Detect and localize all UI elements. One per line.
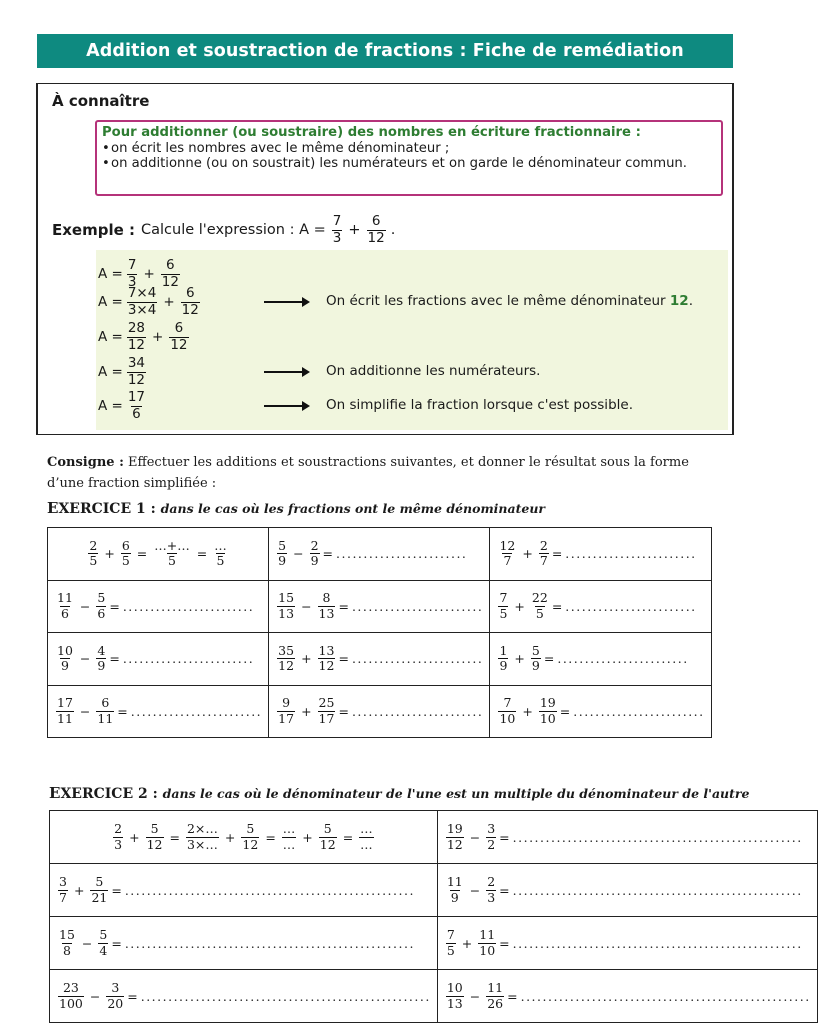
rule-item: • on additionne (ou on soustrait) les numérateurs et on garde le dénominateur commun. <box>102 156 716 172</box>
fraction: $\frac{6}{12}$ <box>170 320 188 353</box>
fraction: 5 9 <box>278 537 287 569</box>
exercise-1-table <box>47 527 712 738</box>
fraction: $\frac{11}{10}$ <box>479 927 496 958</box>
calc-step: A = $\frac{28}{12}$ + $\frac{6}{12}$ <box>98 320 188 353</box>
exercise-cell: 10 13 − $\frac{11}{26}$ = ..................................................... <box>437 970 817 1023</box>
exercise-cell: 12 7 + $\frac{2}{7}$ = ........................ <box>490 528 712 581</box>
fraction: $\frac{25}{17}$ <box>318 695 335 726</box>
fraction: 7 10 <box>499 695 516 726</box>
exercise-2-heading: EXERCICE 2 : dans le cas où le dénominateur de l'une est un multiple du dénominateur de l'autre <box>49 784 750 802</box>
fraction: $\frac{2}{3}$ <box>487 874 496 905</box>
calc-step: A = $\frac{17}{6}$ On simplifie la fraction lorsque c'est possible. <box>98 389 633 422</box>
fraction: $\frac{19}{10}$ <box>539 695 556 726</box>
table-row <box>50 864 818 917</box>
exercise-cell: 10 9 − $\frac{4}{9}$ = ........................ <box>48 633 269 686</box>
fraction: 12 7 <box>499 537 516 569</box>
exercise-cell: 11 9 − $\frac{2}{3}$ = ..................................................... <box>437 864 817 917</box>
fraction: $\frac{8}{13}$ <box>318 590 335 621</box>
rule-box <box>95 120 723 196</box>
fraction: $\frac{2\times\dots}{3\times\dots}$ <box>186 821 218 852</box>
example-calculation <box>96 250 728 430</box>
exercise-cell: 9 17 + $\frac{25}{17}$ = ........................ <box>269 685 490 738</box>
exercise-cell: 2 3 + $\frac{5}{12}$ = $\frac{2\times\dots}{3\times\dots}$ + $\frac{5}{12}$ = … … + $\frac{5}{12}$ = … … <box>50 811 438 864</box>
fraction: $\frac{6}{5}$ <box>121 537 130 569</box>
know-title: À connaître <box>52 92 150 110</box>
arrow-icon <box>264 301 308 303</box>
table-row <box>48 633 712 686</box>
fraction: $\frac{3}{20}$ <box>107 980 124 1011</box>
fraction: 10 13 <box>446 980 463 1011</box>
fraction: 11 6 <box>57 590 73 621</box>
table-row <box>48 580 712 633</box>
fraction: $\frac{2}{9}$ <box>310 537 319 569</box>
fraction: 10 9 <box>57 642 73 674</box>
exercise-cell: 17 11 − $\frac{6}{11}$ = ........................ <box>48 685 269 738</box>
example-label: Exemple : <box>52 221 135 239</box>
fraction: $\frac{5}{4}$ <box>99 927 108 958</box>
fraction: … … <box>360 821 373 852</box>
fraction: $\frac{7}{3}$ <box>332 213 342 246</box>
fraction: …+… 5 <box>154 537 190 569</box>
fraction: 11 9 <box>446 874 463 905</box>
fraction: $\frac{5}{9}$ <box>531 642 540 674</box>
exercise-cell: 5 9 − $\frac{2}{9}$ = ........................ <box>269 528 490 581</box>
table-row <box>50 811 818 864</box>
fraction: $\frac{7\times 4}{3\times 4}$ <box>127 285 157 318</box>
arrow-icon <box>264 371 308 373</box>
exercise-cell: 7 5 + $\frac{11}{10}$ = ..................................................... <box>437 917 817 970</box>
fraction: … 5 <box>214 537 227 569</box>
fraction: $\frac{6}{12}$ <box>181 285 199 318</box>
example-statement: Exemple : Calcule l'expression : A = $\frac{7}{3}$ + $\frac{6}{12}$ . <box>52 213 396 246</box>
exercise-cell: 7 10 + $\frac{19}{10}$ = ........................ <box>490 685 712 738</box>
fraction: $\frac{11}{26}$ <box>487 980 504 1011</box>
fraction: $\frac{6}{11}$ <box>97 695 114 726</box>
exercise-cell: 2 5 + $\frac{6}{5}$ = …+… 5 = … 5 <box>48 528 269 581</box>
fraction: 15 8 <box>59 927 75 958</box>
exercise-cell: 23 100 − $\frac{3}{20}$ = ..................................................... <box>50 970 438 1023</box>
fraction: $\frac{7}{3}$ <box>127 257 137 290</box>
fraction: $\frac{3}{2}$ <box>487 821 496 852</box>
fraction: 7 5 <box>499 590 508 621</box>
fraction: 3 7 <box>59 874 67 905</box>
fraction: $\frac{4}{9}$ <box>97 642 106 674</box>
table-row <box>48 685 712 738</box>
fraction: $\frac{5}{12}$ <box>146 821 163 852</box>
instructions: Consigne : Effectuer les additions et soustractions suivantes, et donner le résultat sous la forme d’une fraction simplifiée : <box>47 455 689 491</box>
exercise-cell: 7 5 + $\frac{22}{5}$ = ........................ <box>490 580 712 633</box>
fraction: $\frac{5}{12}$ <box>242 821 259 852</box>
fraction: 15 13 <box>278 590 295 621</box>
fraction: 19 12 <box>446 821 463 852</box>
fraction: $\frac{6}{12}$ <box>161 257 179 290</box>
fraction: … … <box>282 821 296 852</box>
calc-step: A = $\frac{34}{12}$ On additionne les numérateurs. <box>98 355 541 388</box>
exercise-cell: 1 9 + $\frac{5}{9}$ = ........................ <box>490 633 712 686</box>
exercise-2-table <box>49 810 818 1023</box>
fraction: 23 100 <box>59 980 83 1011</box>
step-note: On additionne les numérateurs. <box>326 363 541 379</box>
fraction: $\frac{28}{12}$ <box>127 320 146 353</box>
fraction: $\frac{2}{7}$ <box>539 537 548 569</box>
fraction: 7 5 <box>446 927 455 958</box>
exercise-1-heading: EXERCICE 1 : dans le cas où les fractions ont le même dénominateur <box>47 499 546 517</box>
exercise-cell: 15 13 − $\frac{8}{13}$ = ........................ <box>269 580 490 633</box>
fraction: $\frac{13}{12}$ <box>318 642 335 674</box>
fraction: $\frac{17}{6}$ <box>127 389 146 422</box>
fraction: $\frac{5}{6}$ <box>97 590 106 621</box>
exercise-cell: 11 6 − $\frac{5}{6}$ = ........................ <box>48 580 269 633</box>
calc-step: A = $\frac{7\times 4}{3\times 4}$ + $\frac{6}{12}$ On écrit les fractions avec le même dénominateur 12. <box>98 285 693 318</box>
arrow-icon <box>264 405 308 407</box>
step-note: On simplifie la fraction lorsque c'est possible. <box>326 397 633 413</box>
fraction: 1 9 <box>499 642 508 674</box>
rule-item: • on écrit les nombres avec le même dénominateur ; <box>102 141 716 157</box>
table-row <box>50 970 818 1023</box>
calc-step: A = $\frac{7}{3}$ + $\frac{6}{12}$ <box>98 257 179 290</box>
table-row <box>50 917 818 970</box>
table-row <box>48 528 712 581</box>
page-title-banner: Addition et soustraction de fractions : Fiche de remédiation <box>37 34 733 68</box>
fraction: $\frac{34}{12}$ <box>127 355 146 388</box>
fraction: 2 5 <box>89 537 98 569</box>
fraction: 9 17 <box>278 695 295 726</box>
exercise-cell: 19 12 − $\frac{3}{2}$ = ..................................................... <box>437 811 817 864</box>
fraction: 35 12 <box>278 642 295 674</box>
exercise-cell: 3 7 + $\frac{5}{21}$ = ..................................................... <box>50 864 438 917</box>
exercise-cell: 35 12 + $\frac{13}{12}$ = ........................ <box>269 633 490 686</box>
example-text: Calcule l'expression : A = <box>141 222 326 238</box>
know-box <box>36 83 734 435</box>
rule-title: Pour additionner (ou soustraire) des nombres en écriture fractionnaire : <box>102 125 641 140</box>
step-note: On écrit les fractions avec le même dénominateur 12. <box>326 293 693 309</box>
fraction: $\frac{5}{21}$ <box>91 874 108 905</box>
fraction: 17 11 <box>57 695 73 726</box>
fraction: $\frac{22}{5}$ <box>531 590 548 621</box>
exercise-cell: 15 8 − $\frac{5}{4}$ = ..................................................... <box>50 917 438 970</box>
fraction: 2 3 <box>114 821 123 852</box>
fraction: $\frac{5}{12}$ <box>319 821 336 852</box>
fraction: $\frac{6}{12}$ <box>367 213 385 246</box>
